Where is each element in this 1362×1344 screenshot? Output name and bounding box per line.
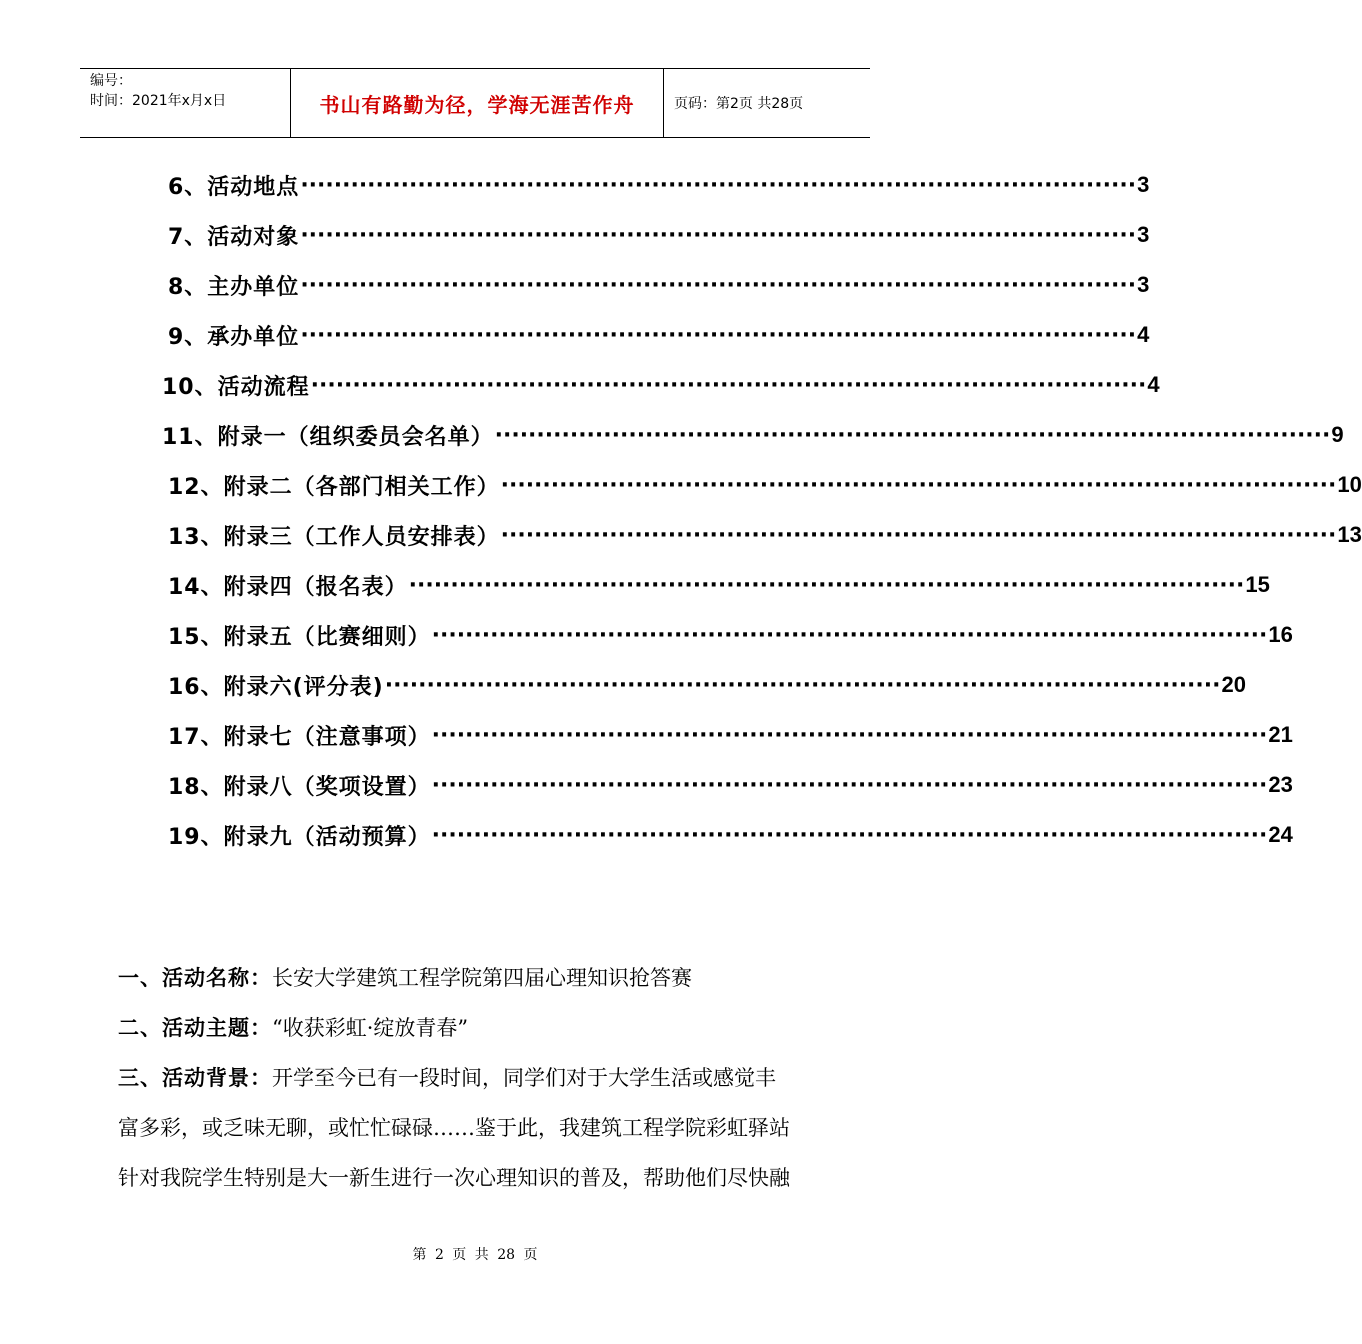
toc-entry[interactable] [168,168,1150,202]
header-time: 时间：2021年x月x日 [90,93,227,109]
toc-entry-page: 24 [1268,822,1293,847]
toc-entry-label: 18、附录八（奖项设置） [168,774,431,800]
toc-entry-page: 9 [1331,422,1344,447]
page-footer: 第 2 页 共 28 页 [412,1247,538,1263]
toc-entry-label: 12、附录二（各部门相关工作） [168,474,500,500]
toc-leader-dots: ···································································································· [431,622,1268,648]
toc-entry[interactable] [168,268,1150,302]
toc-entry[interactable] [168,618,1293,652]
toc-entry-label: 14、附录四（报名表） [168,574,408,600]
toc-entry[interactable] [168,318,1150,352]
toc-entry-label: 13、附录三（工作人员安排表） [168,524,500,550]
header-meta [80,69,291,137]
page-header [80,68,870,138]
toc-entry[interactable] [162,368,1160,402]
toc-entry-page: 15 [1245,572,1270,597]
section-text: “收获彩虹·绽放青春” [272,1016,469,1040]
toc-entry-page: 20 [1221,672,1246,697]
section-heading: 二、活动主题： [118,1016,272,1040]
toc-entry-page: 3 [1137,222,1150,247]
toc-entry-page: 4 [1137,322,1150,347]
paragraph-line: 针对我院学生特别是大一新生进行一次心理知识的普及，帮助他们尽快融 [118,1166,790,1190]
toc-leader-dots: ···································································································· [300,222,1137,248]
toc-entry-label: 17、附录七（注意事项） [168,724,431,750]
toc-leader-dots: ···································································································· [500,522,1337,548]
toc-entry-page: 16 [1268,622,1293,647]
toc-entry-label: 7、活动对象 [168,224,300,250]
toc-entry-page: 3 [1137,272,1150,297]
section-activity-background [118,1062,776,1092]
toc-entry-page: 3 [1137,172,1150,197]
toc-entry[interactable] [168,568,1270,602]
toc-entry[interactable] [162,418,1344,452]
section-heading: 一、活动名称： [118,966,272,990]
toc-entry-label: 6、活动地点 [168,174,300,200]
toc-entry-label: 9、承办单位 [168,324,300,350]
header-number: 编号： [90,73,132,89]
toc-leader-dots: ···································································································· [431,772,1268,798]
toc-leader-dots: ···································································································· [500,472,1337,498]
toc-entry-label: 10、活动流程 [162,374,310,400]
toc-entry-page: 10 [1337,472,1362,497]
toc-entry-page: 23 [1268,772,1293,797]
toc-leader-dots: ···································································································· [300,172,1137,198]
toc-entry[interactable] [168,818,1293,852]
toc-entry-page: 21 [1268,722,1293,747]
toc-leader-dots: ···································································································· [384,672,1221,698]
section-text: 长安大学建筑工程学院第四届心理知识抢答赛 [272,966,692,990]
toc-leader-dots: ···································································································· [300,272,1137,298]
toc-entry[interactable] [168,718,1293,752]
toc-leader-dots: ···································································································· [431,822,1268,848]
toc-entry-label: 19、附录九（活动预算） [168,824,431,850]
header-page-info: 页码：第2页 共28页 [674,96,804,112]
toc-entry[interactable] [168,668,1246,702]
toc-leader-dots: ···································································································· [408,572,1245,598]
toc-entry[interactable] [168,468,1362,502]
toc-leader-dots: ···································································································· [300,322,1137,348]
toc-entry-label: 11、附录一（组织委员会名单） [162,424,494,450]
toc-entry-label: 8、主办单位 [168,274,300,300]
toc-leader-dots: ···································································································· [431,722,1268,748]
toc-entry-label: 16、附录六(评分表) [168,674,384,700]
toc-entry-page: 13 [1337,522,1362,547]
toc-leader-dots: ···································································································· [494,422,1331,448]
section-text: 开学至今已有一段时间，同学们对于大学生活或感觉丰 [272,1066,776,1090]
header-motto: 书山有路勤为径，学海无涯苦作舟 [291,69,664,137]
toc-entry[interactable] [168,218,1150,252]
toc-entry[interactable] [168,768,1293,802]
toc-entry-label: 15、附录五（比赛细则） [168,624,431,650]
section-heading: 三、活动背景： [118,1066,272,1090]
section-activity-theme [118,1012,468,1042]
toc-leader-dots: ···································································································· [310,372,1147,398]
toc-entry[interactable] [168,518,1362,552]
toc-entry-page: 4 [1147,372,1160,397]
paragraph-line: 富多彩，或乏味无聊，或忙忙碌碌……鉴于此，我建筑工程学院彩虹驿站 [118,1116,790,1140]
section-activity-name [118,962,692,992]
